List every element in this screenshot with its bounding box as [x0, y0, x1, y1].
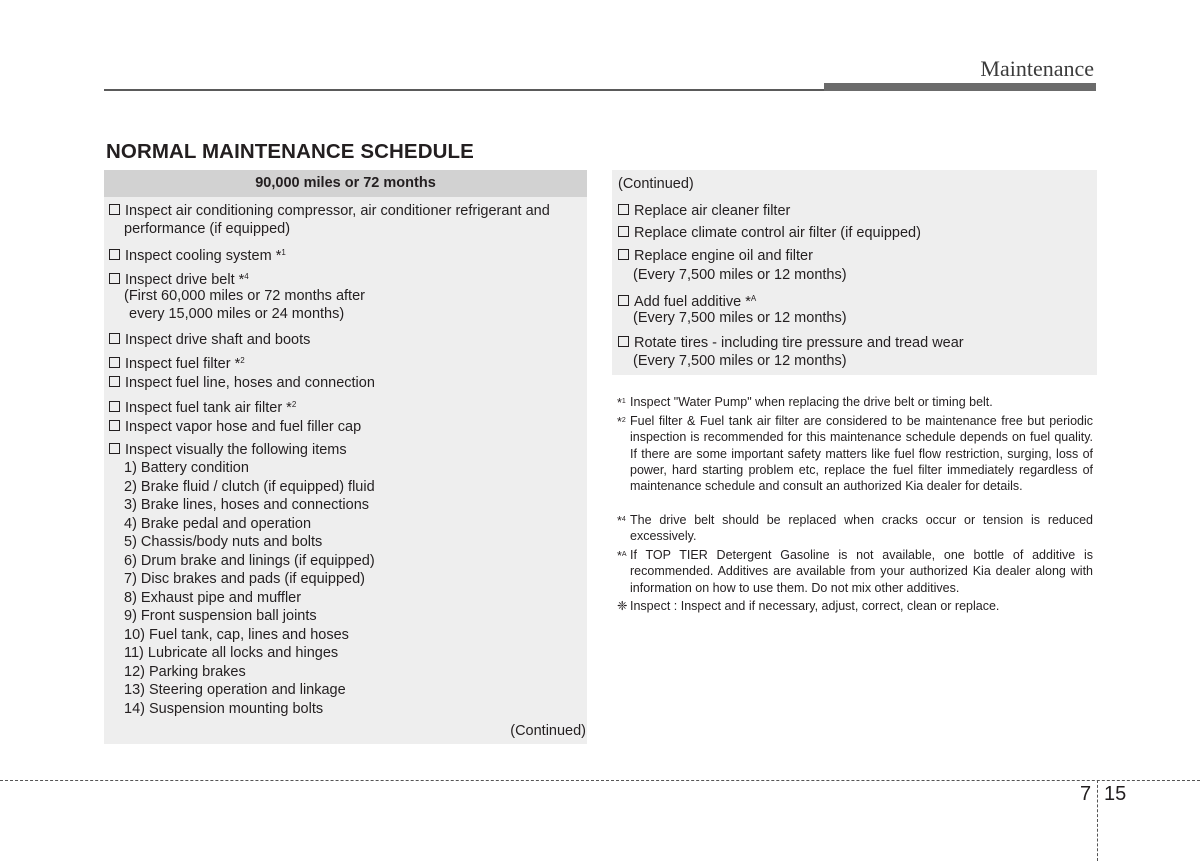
header-section-title: Maintenance — [980, 56, 1094, 81]
checkbox-icon — [109, 357, 120, 368]
list-item-label: every 15,000 miles or 24 months) — [129, 306, 345, 322]
list-item-label: Inspect vapor hose and fuel filler cap — [125, 419, 362, 435]
list-item-continuation — [124, 220, 290, 239]
footnote — [617, 394, 1093, 410]
sublist-item: 11) Lubricate all locks and hinges — [124, 645, 339, 661]
list-item-label: Inspect visually the following items — [125, 442, 347, 458]
footnote-marker: *$^A$ — [617, 549, 627, 563]
list-item-label: Inspect fuel filter * — [125, 356, 241, 372]
list-item-label: Replace climate control air filter (if equipped) — [634, 225, 921, 241]
page-number: 15 — [1104, 783, 1127, 805]
footnote-ref: 2 — [240, 356, 245, 365]
sublist-item: 1) Battery condition — [124, 460, 249, 476]
continued-note: (Continued) — [510, 723, 586, 739]
sublist-item: 8) Exhaust pipe and muffler — [124, 589, 302, 606]
list-item — [109, 396, 296, 418]
footnote-text: Inspect : Inspect and if necessary, adjust, correct, clean or replace. — [630, 599, 1000, 613]
sublist-item: 10) Fuel tank, cap, lines and hoses — [124, 626, 349, 643]
chapter-number: 7 — [1080, 783, 1092, 805]
list-item-label: Add fuel additive * — [634, 294, 751, 310]
sublist-item: 13) Steering operation and linkage — [124, 682, 346, 698]
checkbox-icon — [109, 204, 120, 215]
footnote — [617, 598, 1093, 614]
list-item — [618, 202, 790, 221]
checkbox-icon — [109, 273, 120, 284]
footer-rule — [0, 780, 1200, 781]
checkbox-icon — [618, 249, 629, 260]
footnote — [617, 413, 1093, 494]
list-item-label: Inspect fuel tank air filter * — [125, 400, 292, 416]
checkbox-icon — [109, 420, 120, 431]
page-title: NORMAL MAINTENANCE SCHEDULE — [106, 140, 474, 163]
header-bar — [824, 83, 1096, 91]
footnote-ref: A — [750, 294, 757, 303]
list-item — [109, 418, 361, 437]
sublist-item: 7) Disc brakes and pads (if equipped) — [124, 571, 365, 587]
list-item-label: Replace air cleaner filter — [634, 203, 791, 219]
footnote-marker: ❈ — [617, 599, 628, 613]
sublist-item: 4) Brake pedal and operation — [124, 515, 312, 532]
list-item — [109, 441, 347, 460]
footnote-text: If TOP TIER Detergent Gasoline is not available, one bottle of additive is recommended. Additives are available from your authorized Kia dealer along with information on how to use them. Do not mix other additives. — [630, 548, 1093, 595]
footnote-ref: 4 — [244, 272, 249, 281]
checkbox-icon — [109, 376, 120, 387]
footer-divider — [1097, 780, 1098, 861]
list-item — [109, 331, 310, 350]
checkbox-icon — [618, 295, 629, 306]
list-item-label: Inspect air conditioning compressor, air conditioner refrigerant and — [125, 203, 550, 219]
sublist-item: 14) Suspension mounting bolts — [124, 700, 324, 717]
checkbox-icon — [618, 336, 629, 347]
list-item-label: performance (if equipped) — [124, 221, 291, 237]
list-item-label: Inspect fuel line, hoses and connection — [125, 375, 375, 391]
list-item — [618, 224, 921, 243]
footnote — [617, 547, 1093, 596]
sublist-item: 9) Front suspension ball joints — [124, 608, 317, 624]
footnote — [617, 512, 1093, 545]
footnote-text: The drive belt should be replaced when cracks occur or tension is reduced excessively. — [630, 513, 1093, 544]
footnote-marker: *$^2$ — [617, 415, 626, 429]
footnote-ref: 2 — [291, 400, 297, 409]
checkbox-icon — [109, 333, 120, 344]
list-item-label: Replace engine oil and filter — [634, 248, 813, 264]
list-item-label: Inspect cooling system * — [125, 248, 282, 264]
list-item-label: Rotate tires - including tire pressure and tread wear — [634, 335, 964, 351]
sublist-item: 5) Chassis/body nuts and bolts — [124, 534, 323, 550]
checkbox-icon — [109, 401, 120, 412]
checkbox-icon — [618, 226, 629, 237]
list-item-label: Inspect drive shaft and boots — [125, 332, 311, 348]
footnote-marker: *$^1$ — [617, 396, 626, 410]
footnote-marker: *$^4$ — [617, 514, 626, 528]
sublist-item: 12) Parking brakes — [124, 663, 246, 680]
schedule-heading: 90,000 miles or 72 months — [104, 170, 587, 197]
list-item — [618, 334, 964, 353]
sublist-item: 3) Brake lines, hoses and connections — [124, 497, 370, 513]
sublist-item: 6) Drum brake and linings (if equipped) — [124, 552, 375, 569]
list-item-label: (Every 7,500 miles or 12 months) — [633, 353, 847, 369]
checkbox-icon — [109, 443, 120, 454]
list-item — [109, 374, 375, 393]
list-item — [109, 352, 245, 374]
footnote-text: Fuel filter & Fuel tank air filter are considered to be maintenance free but periodic inspection is recommended for this maintenance schedule depends on fuel quality. If there are some important safety matters like fuel flow restriction, surging, loss of power, hard starting problem etc, replace the fuel filter immediately regardless of maintenance schedule and consult an authorized Kia dealer for details. — [630, 414, 1093, 494]
list-item-label: (First 60,000 miles or 72 months after — [124, 288, 365, 304]
list-item-label: Inspect drive belt * — [125, 272, 245, 288]
list-item-note — [633, 309, 847, 328]
visual-inspection-sublist — [124, 459, 375, 718]
list-item-label: (Every 7,500 miles or 12 months) — [633, 267, 847, 283]
list-item-label: (Every 7,500 miles or 12 months) — [633, 310, 847, 326]
list-item — [109, 244, 286, 266]
checkbox-icon — [109, 249, 120, 260]
sublist-item: 2) Brake fluid / clutch (if equipped) fluid — [124, 478, 375, 495]
footnote-ref: 1 — [281, 248, 286, 257]
list-item-note — [633, 352, 847, 371]
list-item-note — [633, 266, 847, 285]
list-item — [618, 247, 813, 266]
continued-label: (Continued) — [618, 176, 694, 192]
checkbox-icon — [618, 204, 629, 215]
list-item-note — [129, 305, 344, 324]
list-item — [109, 202, 550, 221]
list-item-note — [124, 287, 365, 306]
header-rule — [104, 89, 824, 91]
footnote-text: Inspect "Water Pump" when replacing the drive belt or timing belt. — [630, 395, 993, 409]
